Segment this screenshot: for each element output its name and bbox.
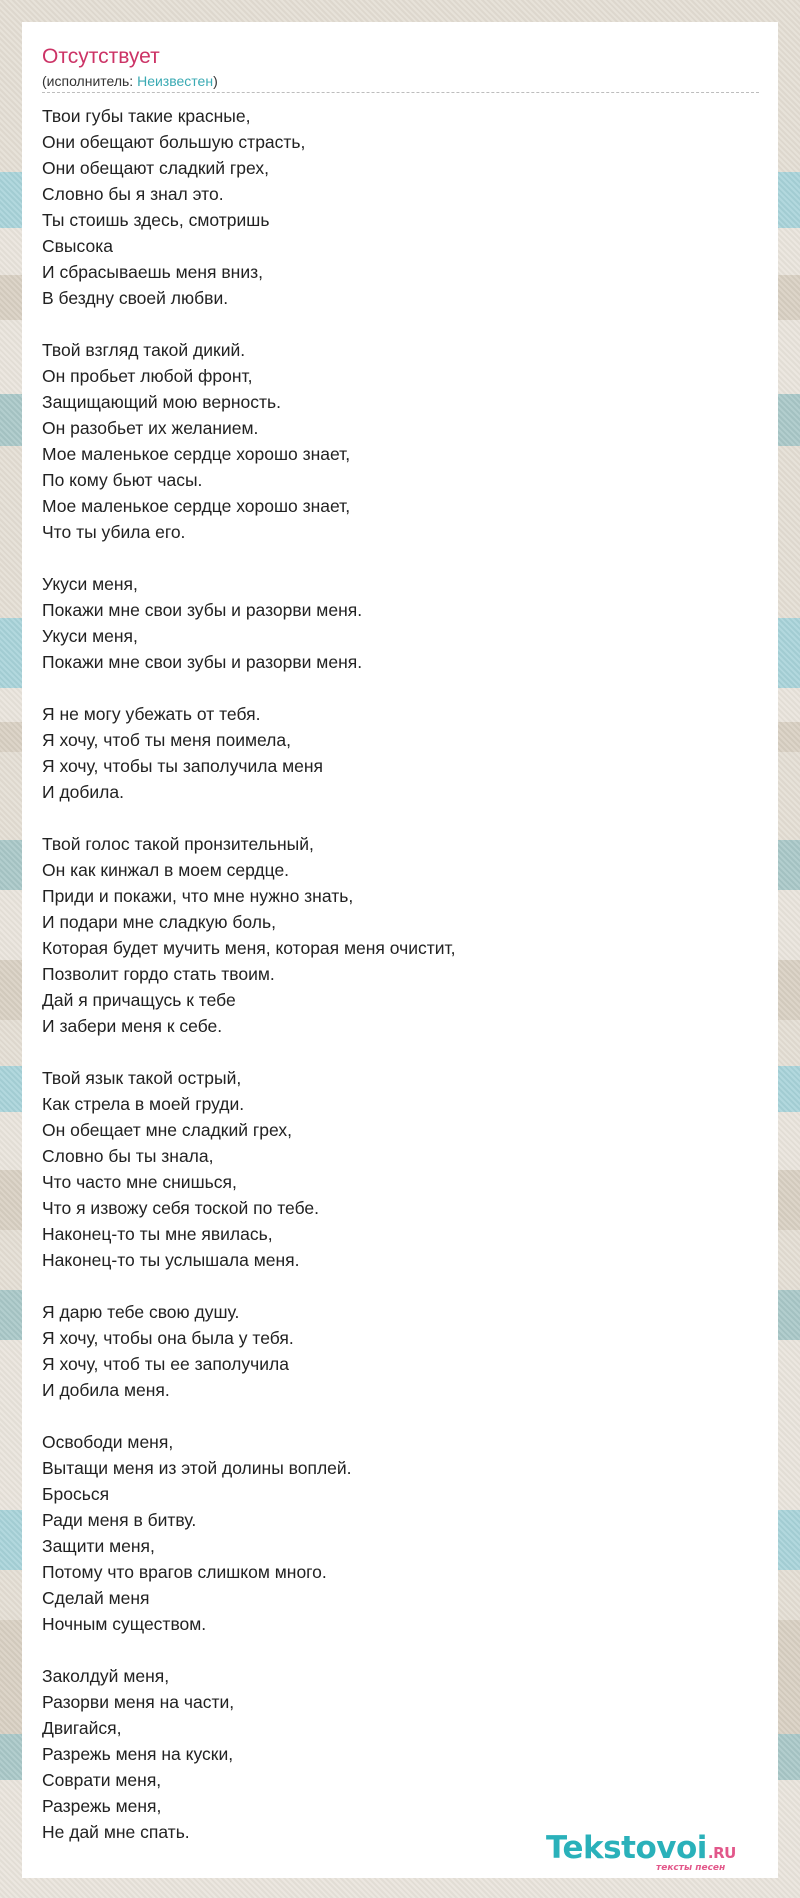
lyric-line: И добила меня.: [42, 1380, 170, 1400]
lyrics-stanza: [42, 1299, 758, 1403]
lyric-line: Твой голос такой пронзительный,: [42, 834, 314, 854]
lyric-line: Я хочу, чтоб ты меня поимела,: [42, 730, 291, 750]
lyric-line: Он разобьет их желанием.: [42, 418, 259, 438]
lyric-line: Защити меня,: [42, 1536, 155, 1556]
lyric-line: И добила.: [42, 782, 124, 802]
lyric-line: Он пробьет любой фронт,: [42, 366, 253, 386]
lyric-line: Не дай мне спать.: [42, 1822, 190, 1842]
lyric-line: Дай я причащусь к тебе: [42, 990, 236, 1010]
lyric-line: Я хочу, чтобы она была у тебя.: [42, 1328, 294, 1348]
lyric-line: Я хочу, чтобы ты заполучила меня: [42, 756, 323, 776]
logo-tld: .RU: [707, 1844, 736, 1862]
lyric-line: Я хочу, чтоб ты ее заполучила: [42, 1354, 289, 1374]
lyric-line: Укуси меня,: [42, 626, 138, 646]
lyric-line: Освободи меня,: [42, 1432, 174, 1452]
lyric-line: Покажи мне свои зубы и разорви меня.: [42, 600, 363, 620]
lyric-line: Твой язык такой острый,: [42, 1068, 242, 1088]
lyric-line: Разрежь меня на куски,: [42, 1744, 234, 1764]
lyric-line: Приди и покажи, что мне нужно знать,: [42, 886, 354, 906]
lyrics-stanza: [42, 1663, 758, 1845]
lyric-line: Бросься: [42, 1484, 110, 1504]
lyric-line: Наконец-то ты мне явилась,: [42, 1224, 273, 1244]
lyric-line: Словно бы я знал это.: [42, 184, 224, 204]
lyric-line: Я не могу убежать от тебя.: [42, 704, 261, 724]
logo-tagline: тексты песен: [656, 1863, 726, 1873]
lyric-line: Твой взгляд такой дикий.: [42, 340, 246, 360]
lyric-line: Я дарю тебе свою душу.: [42, 1302, 240, 1322]
lyric-line: Укуси меня,: [42, 574, 138, 594]
lyrics-stanza: [42, 337, 758, 545]
lyric-line: Мое маленькое сердце хорошо знает,: [42, 444, 351, 464]
lyric-line: Мое маленькое сердце хорошо знает,: [42, 496, 351, 516]
performer-prefix: (исполнитель:: [42, 73, 138, 89]
lyric-line: Твои губы такие красные,: [42, 106, 251, 126]
performer-line: [42, 72, 758, 90]
lyrics-stanza: [42, 103, 758, 311]
logo-name: Tekstovoi: [546, 1830, 707, 1866]
lyric-line: Покажи мне свои зубы и разорви меня.: [42, 652, 363, 672]
lyric-line: Двигайся,: [42, 1718, 122, 1738]
lyric-line: Позволит гордо стать твоим.: [42, 964, 275, 984]
lyric-line: Они обещают большую страсть,: [42, 132, 306, 152]
lyric-line: И подари мне сладкую боль,: [42, 912, 276, 932]
lyric-line: Потому что врагов слишком много.: [42, 1562, 327, 1582]
lyric-line: По кому бьют часы.: [42, 470, 203, 490]
lyric-line: Разрежь меня,: [42, 1796, 162, 1816]
lyric-line: Соврати меня,: [42, 1770, 162, 1790]
lyrics-stanza: [42, 1065, 758, 1273]
title-divider: [42, 92, 759, 93]
lyrics-stanza: [42, 831, 758, 1039]
lyric-line: Что часто мне снишься,: [42, 1172, 237, 1192]
lyric-line: Он как кинжал в моем сердце.: [42, 860, 290, 880]
lyric-line: Заколдуй меня,: [42, 1666, 170, 1686]
performer-link[interactable]: Неизвестен: [137, 73, 214, 89]
song-title: Отсутствует: [42, 45, 160, 68]
lyrics-stanza: [42, 701, 758, 805]
lyric-line: Защищающий мою верность.: [42, 392, 282, 412]
lyric-line: Сделай меня: [42, 1588, 150, 1608]
lyric-line: Как стрела в моей груди.: [42, 1094, 245, 1114]
lyric-line: В бездну своей любви.: [42, 288, 229, 308]
lyrics-body: [42, 103, 758, 1845]
lyric-line: И сбрасываешь меня вниз,: [42, 262, 263, 282]
lyric-line: Что я извожу себя тоской по тебе.: [42, 1198, 320, 1218]
site-logo[interactable]: [546, 1830, 746, 1878]
lyric-line: Ты стоишь здесь, смотришь: [42, 210, 270, 230]
lyric-line: Что ты убила его.: [42, 522, 186, 542]
lyric-line: Которая будет мучить меня, которая меня очистит,: [42, 938, 456, 958]
lyric-line: И забери меня к себе.: [42, 1016, 223, 1036]
lyric-line: Вытащи меня из этой долины воплей.: [42, 1458, 352, 1478]
lyrics-stanza: [42, 571, 758, 675]
lyric-line: Разорви меня на части,: [42, 1692, 235, 1712]
lyric-line: Свысока: [42, 236, 113, 256]
lyric-line: Ради меня в битву.: [42, 1510, 197, 1530]
lyric-line: Словно бы ты знала,: [42, 1146, 214, 1166]
lyric-line: Он обещает мне сладкий грех,: [42, 1120, 292, 1140]
lyric-line: Наконец-то ты услышала меня.: [42, 1250, 300, 1270]
lyric-line: Ночным существом.: [42, 1614, 207, 1634]
lyrics-card: [22, 22, 778, 1878]
lyrics-stanza: [42, 1429, 758, 1637]
lyric-line: Они обещают сладкий грех,: [42, 158, 270, 178]
performer-suffix: ): [213, 73, 218, 89]
